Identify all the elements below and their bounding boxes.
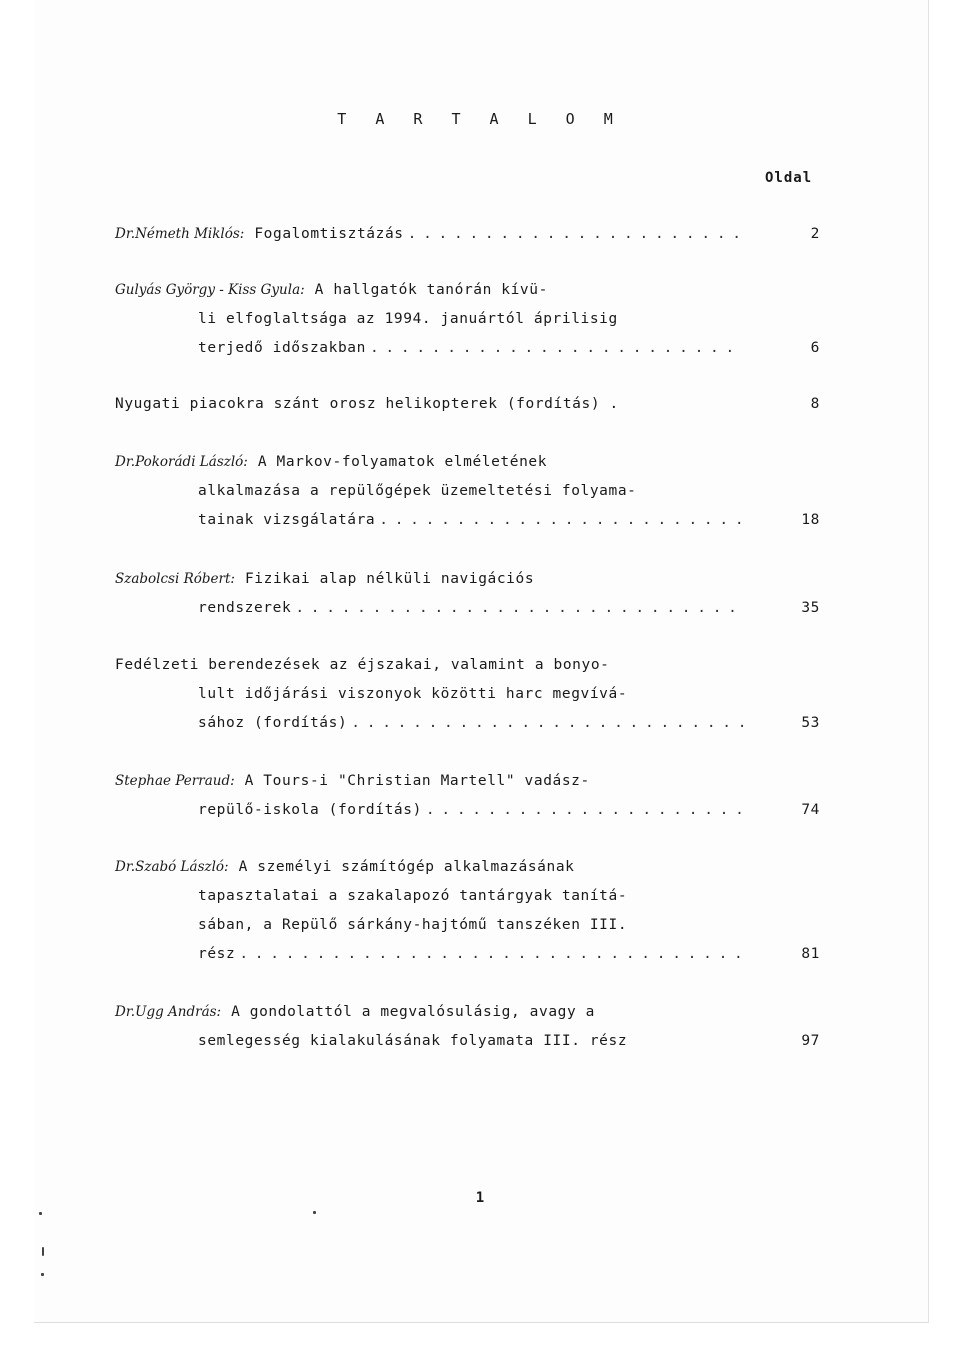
toc-page-number: 6 — [810, 340, 820, 356]
toc-title: Fedélzeti berendezések az éjszakai, valamint a bonyo- — [115, 657, 610, 673]
toc-line — [115, 946, 820, 975]
toc-line — [115, 773, 820, 802]
toc-line — [115, 396, 820, 425]
toc-line — [115, 340, 820, 369]
toc-title: alkalmazása a repülőgépek üzemeltetési folyama- — [198, 483, 637, 499]
toc-title: Fizikai alap nélküli navigációs — [244, 571, 535, 587]
toc-title: rész — [198, 946, 236, 962]
toc-line — [115, 686, 820, 715]
toc-page-number: 35 — [801, 600, 820, 616]
toc-page-number: 53 — [801, 715, 820, 731]
page-title: T A R T A L O M — [337, 110, 623, 128]
toc-author: Dr.Németh Miklós: — [115, 226, 245, 242]
toc-title: sához (fordítás) — [198, 715, 348, 731]
toc-line — [115, 1033, 820, 1062]
toc-line — [115, 657, 820, 686]
dot-leader — [239, 946, 744, 962]
toc-title: tapasztalatai a szakalapozó tantárgyak tanítá- — [198, 888, 628, 904]
toc-entry — [115, 396, 820, 425]
toc-line — [115, 715, 820, 744]
toc-page-number: 8 — [810, 396, 820, 412]
toc-title: Nyugati piacokra szánt orosz helikopterek (fordítás) . — [115, 396, 619, 412]
toc-title: A személyi számítógép alkalmazásának — [238, 859, 575, 875]
toc-line — [115, 226, 820, 255]
toc-entry — [115, 1004, 820, 1062]
toc-title: Fogalomtisztázás — [254, 226, 404, 242]
scan-speck — [41, 1273, 44, 1276]
toc-entry — [115, 773, 820, 831]
toc-title: tainak vizsgálatára — [198, 512, 376, 528]
scan-speck — [313, 1211, 316, 1214]
toc-author: Stephae Perraud: — [115, 773, 235, 789]
toc-line — [115, 802, 820, 831]
toc-author: Dr.Ugg András: — [115, 1004, 222, 1020]
toc-line — [115, 571, 820, 600]
toc-title: terjedő időszakban — [198, 340, 366, 356]
toc-title: A Markov-folyamatok elméletének — [257, 454, 548, 470]
toc-entry — [115, 454, 820, 541]
scan-speck — [42, 1247, 44, 1256]
toc-author: Dr.Szabó László: — [115, 859, 229, 875]
toc-entry — [115, 657, 820, 744]
toc-entry — [115, 226, 820, 255]
dot-leader — [370, 340, 744, 356]
dot-leader — [426, 802, 744, 818]
toc-title: li elfoglaltsága az 1994. januártól áprilisig — [198, 311, 618, 327]
toc-line — [115, 311, 820, 340]
toc-entry — [115, 571, 820, 629]
toc-page-number: 18 — [801, 512, 820, 528]
toc-line — [115, 282, 820, 311]
page-column-label: Oldal — [765, 170, 813, 186]
toc-line — [115, 600, 820, 629]
dot-leader — [408, 226, 744, 242]
toc-page-number: 74 — [801, 802, 820, 818]
toc-entry — [115, 282, 820, 369]
toc-line — [115, 1004, 820, 1033]
toc-page-number: 2 — [810, 226, 820, 242]
toc-line — [115, 888, 820, 917]
scan-speck — [39, 1212, 42, 1215]
toc-title: rendszerek — [198, 600, 292, 616]
toc-title: sában, a Repülő sárkány-hajtómű tanszéken III. — [198, 917, 628, 933]
toc-author: Gulyás György - Kiss Gyula: — [115, 282, 305, 298]
toc-line — [115, 454, 820, 483]
toc-page-number: 81 — [801, 946, 820, 962]
toc-author: Dr.Pokorádi László: — [115, 454, 248, 470]
toc-line — [115, 512, 820, 541]
toc-title: A hallgatók tanórán kívü- — [314, 282, 548, 298]
dot-leader — [295, 600, 744, 616]
toc-page-number: 97 — [801, 1033, 820, 1049]
dot-leader — [351, 715, 744, 731]
toc-title: repülő-iskola (fordítás) — [198, 802, 422, 818]
toc-title: A gondolattól a megvalósulásig, avagy a — [231, 1004, 595, 1020]
toc-line — [115, 917, 820, 946]
page-number: 1 — [475, 1190, 485, 1206]
toc-entry — [115, 859, 820, 975]
toc-line — [115, 483, 820, 512]
toc-title: A Tours-i "Christian Martell" vadász- — [244, 773, 590, 789]
dot-leader — [379, 512, 744, 528]
toc-title: semlegesség kialakulásának folyamata III. rész — [198, 1033, 628, 1049]
toc-line — [115, 859, 820, 888]
toc-title: lult időjárási viszonyok közötti harc megvívá- — [198, 686, 628, 702]
toc-author: Szabolcsi Róbert: — [115, 571, 235, 587]
